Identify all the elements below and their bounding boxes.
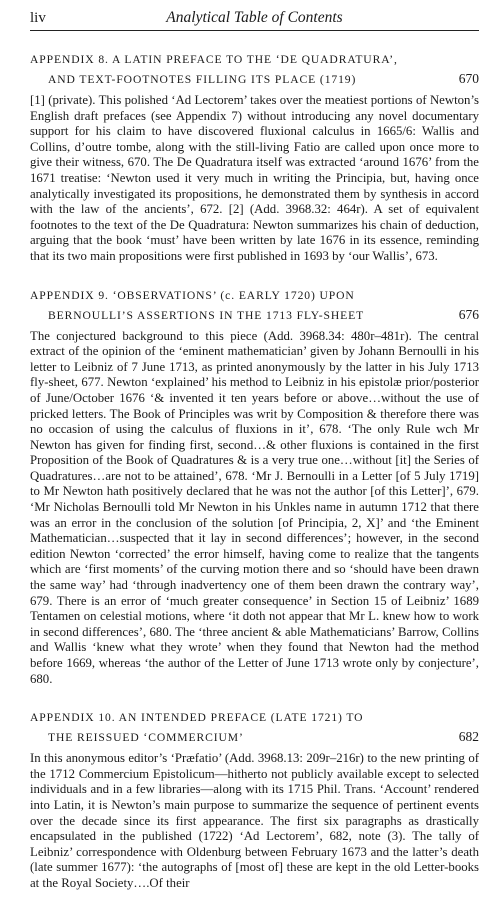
heading-line: THE REISSUED ‘COMMERCIUM’ xyxy=(48,731,244,745)
appendix-9-section xyxy=(30,286,479,688)
appendix-9-summary: The conjectured background to this piece (Add. 3968.34: 480r–481r). The central extract of the opinion of the ‘eminent mathematician’ given by Johann Bernoulli in his letter to Leibniz of 7 June 1713, as printed anonymously by the latter in his July 1713 fly-sheet, 677. Newton ‘explained’ his method to Leibniz in his epistolæ prior/posterior of June/October 1676 ‘& invented it ten years before or above…without the use of pricked letters. The Book of Principles was writ by Composition & therefore there was no occasion of using the calculus of fluxions in it’, 678. ‘The only Rule wch Mr Newton has given for finding first, second…& other fluxions is contained in the first Proposition of the Book of Quadratures & is a very true one…without [it] the Series of Quadratures…are not to be attained’, 678. ‘Mr J. Bernoulli in a Letter [of 5 July 1719] to Mr Newton hath positively declared that he was not the author [of this Letter]’, 679. ‘Mr Nicholas Bernoulli told Mr Newton in his Unkles name in autumn 1712 that there was an error in the conclusion of the solution [of Principia, 2, X]’ and ‘the Eminent Mathematician…suspected that it lay in second differences’; however, in the second edition Newton ‘corrected’ the error himself, having come to realize that the tangents which are ‘first moments’ of the curving motion there and so ‘should have been drawn the same way’ had ‘through inadvertency one of them been drawn the contrary way’, 679. There is an error of ‘much greater consequence’ in Section 15 of Leibniz’ 1689 Tentamen on celestial motions, where ‘it doth not appear that Mr L. knew how to work in second differences’, 680. The ‘three ancient & able Mathematicians’ Barrow, Collins and Wallis ‘knew what they wrote’ when they found that Newton had the method before 1669, whereas ‘the author of the Letter of June 1713 wrote only by conjecture’, 680. xyxy=(30,328,479,686)
section-page-number: 682 xyxy=(458,729,479,745)
page-number: liv xyxy=(30,10,46,26)
appendix-9-heading xyxy=(30,286,479,326)
running-title: Analytical Table of Contents xyxy=(166,9,343,26)
page xyxy=(30,0,479,890)
heading-line: APPENDIX 10. AN INTENDED PREFACE (LATE 1721) TO xyxy=(30,711,364,725)
heading-line: APPENDIX 8. A LATIN PREFACE TO THE ‘DE QUADRATURA’, xyxy=(30,53,398,66)
appendix-10-summary: In this anonymous editor’s ‘Præfatio’ (Add. 3968.13: 209r–216r) to the new printing of the 1712 Commercium Epistolicum—hitherto not publicly available except to selected individuals and in a few libraries—along with its 1715 Phil. Trans. ‘Account’ rendered into Latin, it is Newton’s main purpose to summarize the sequence of pertinent events over the decade since its first appearance. The first six paragraphs as drastically encapsulated in the published (1722) ‘Ad Lectorem’, 682, note (3). The tally of Leibniz’ correspondence with Oldenburg between February 1673 and the latter’s death (late summer 1677): ‘the autographs of [most of] these are kept in the old Letter-books at the Royal Society….Of their xyxy=(30,751,479,890)
section-page-number: 670 xyxy=(458,71,479,86)
heading-line: APPENDIX 9. ‘OBSERVATIONS’ (c. EARLY 1720) UPON xyxy=(30,288,355,302)
page-body xyxy=(30,50,479,904)
heading-line: BERNOULLI’S ASSERTIONS IN THE 1713 FLY-SHEET xyxy=(48,308,365,322)
appendix-10-heading xyxy=(30,708,479,748)
appendix-8-section xyxy=(30,50,479,265)
appendix-8-summary: [1] (private). This polished ‘Ad Lectorem’ takes over the meatiest portions of Newton’s English draft prefaces (see Appendix 7) without introducing any novel documentary support for his claim to have discovered fluxional calculus in 1665/6: Wallis and Collins, d’outre tombe, along with the still-living Fatio are called upon once more to give their witness, 670. The De Quadratura itself was extracted ‘around 1676’ from the 1671 treatise: ‘Newton used it very much in writing the Principia, but, having once analytically investigated its propositions, he demonstrated them by synthesis in accord with the law of the ancients’, 672. [2] (Add. 3968.32: 464r). A set of equivalent footnotes to the text of the De Quadratura: Newton summarizes his chain of deduction, arguing that the book ‘must’ have been written by late 1676 in its essence, reminding that its two main propositions were first published in 1693 by ‘our Wallis’, 673. xyxy=(30,93,479,263)
heading-line: AND TEXT-FOOTNOTES FILLING ITS PLACE (1719) xyxy=(48,73,357,86)
appendix-10-section xyxy=(30,708,479,891)
section-page-number: 676 xyxy=(458,306,479,322)
appendix-8-heading xyxy=(30,50,479,90)
running-head xyxy=(30,8,479,31)
